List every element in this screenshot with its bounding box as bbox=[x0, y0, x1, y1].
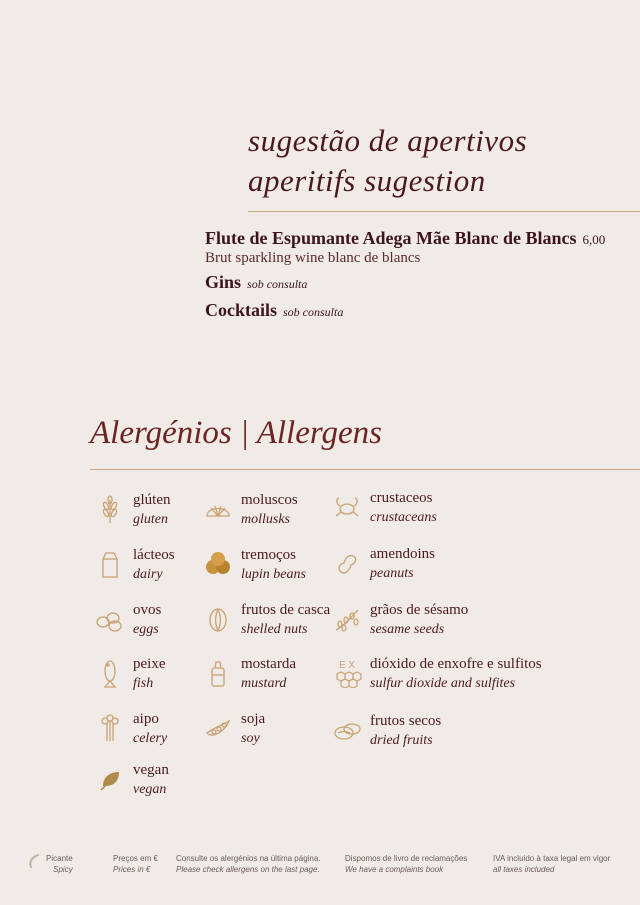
item-name: Cocktails bbox=[205, 300, 277, 320]
allergen-sesame bbox=[332, 600, 468, 640]
allergens-divider bbox=[90, 469, 640, 470]
allergen-vegan bbox=[95, 760, 169, 800]
allergen-label-en: sulfur dioxide and sulfites bbox=[370, 676, 516, 691]
allergen-label-pt: amendoins bbox=[370, 546, 435, 562]
allergen-label-pt: dióxido de enxofre e sulfitos bbox=[370, 656, 542, 672]
dried-fruit-icon bbox=[332, 711, 362, 749]
aperitif-item-cocktails bbox=[205, 300, 343, 321]
allergen-label-en: crustaceans bbox=[370, 510, 437, 525]
footer-spicy bbox=[28, 853, 73, 875]
allergen-lupin bbox=[203, 545, 306, 585]
milk-carton-icon bbox=[95, 545, 125, 583]
footer-prices bbox=[113, 853, 158, 875]
footer-spicy-pt: Picante bbox=[46, 854, 73, 863]
allergen-label-en: vegan bbox=[133, 782, 167, 797]
allergen-label-en: shelled nuts bbox=[241, 622, 308, 637]
peanut-icon bbox=[332, 544, 362, 582]
aperitif-item-sparkling bbox=[205, 228, 605, 249]
allergen-nuts bbox=[203, 600, 330, 640]
aperitifs-title-en: aperitifs sugestion bbox=[248, 163, 486, 198]
allergen-label-en: mollusks bbox=[241, 512, 290, 527]
allergen-label-pt: tremoços bbox=[241, 547, 296, 563]
item-note: sob consulta bbox=[283, 305, 344, 319]
aperitifs-title-pt: sugestão de apertivos bbox=[248, 123, 528, 158]
sulfite-icon bbox=[332, 654, 362, 692]
aperitifs-divider bbox=[248, 211, 640, 212]
allergen-label-en: sesame seeds bbox=[370, 622, 445, 637]
allergen-dairy bbox=[95, 545, 175, 585]
footer-prices-pt: Preços em € bbox=[113, 854, 158, 863]
wheat-icon bbox=[95, 490, 125, 528]
eggs-icon bbox=[95, 600, 125, 638]
lupin-icon bbox=[203, 545, 233, 583]
nut-icon bbox=[203, 600, 233, 638]
leaf-icon bbox=[95, 760, 125, 798]
shell-icon bbox=[203, 490, 233, 528]
allergen-label-pt: moluscos bbox=[241, 492, 298, 508]
allergen-sulfites bbox=[332, 654, 542, 694]
allergen-label-en: soy bbox=[241, 731, 260, 746]
allergen-peanuts bbox=[332, 544, 435, 584]
allergen-celery bbox=[95, 709, 167, 749]
allergen-label-pt: soja bbox=[241, 711, 266, 727]
footer-iva-pt: IVA incluido à taxa legal em vigor bbox=[493, 854, 611, 863]
footer-complaints-pt: Dispomos de livro de reclamações bbox=[345, 854, 468, 863]
allergen-mustard bbox=[203, 654, 296, 694]
soy-icon bbox=[203, 709, 233, 747]
item-price: 6,00 bbox=[582, 232, 606, 247]
allergen-label-pt: frutos secos bbox=[370, 713, 442, 729]
allergen-label-en: fish bbox=[133, 676, 154, 691]
footer-complaints-en: We have a complaints book bbox=[345, 865, 444, 874]
allergen-label-pt: mostarda bbox=[241, 656, 296, 672]
allergen-label-en: celery bbox=[133, 731, 168, 746]
footer-iva bbox=[493, 853, 610, 875]
allergen-label-pt: aipo bbox=[133, 711, 159, 727]
allergen-label-en: mustard bbox=[241, 676, 287, 691]
allergens-heading: Alergénios | Allergens bbox=[90, 415, 382, 451]
allergen-dried-fruits bbox=[332, 711, 441, 751]
allergen-crustaceans bbox=[332, 488, 437, 528]
allergen-gluten bbox=[95, 490, 171, 530]
footer-prices-en: Prices in € bbox=[113, 865, 151, 874]
allergen-label-pt: peixe bbox=[133, 656, 166, 672]
allergen-label-en: dairy bbox=[133, 567, 163, 582]
aperitif-item-sparkling-desc: Brut sparkling wine blanc de blancs bbox=[205, 250, 421, 266]
allergen-label-en: eggs bbox=[133, 622, 159, 637]
fish-icon bbox=[95, 654, 125, 692]
allergen-label-pt: ovos bbox=[133, 602, 162, 618]
aperitif-item-gins bbox=[205, 272, 307, 293]
allergen-label-pt: glúten bbox=[133, 492, 171, 508]
footer-allergens-note bbox=[176, 853, 321, 875]
footer-spicy-en: Spicy bbox=[53, 865, 73, 874]
allergen-label-pt: grãos de sésamo bbox=[370, 602, 469, 618]
allergen-mollusks bbox=[203, 490, 298, 530]
sesame-icon bbox=[332, 600, 362, 638]
allergen-label-pt: lácteos bbox=[133, 547, 175, 563]
allergen-label-pt: vegan bbox=[133, 762, 169, 778]
allergen-label-en: lupin beans bbox=[241, 567, 306, 582]
celery-icon bbox=[95, 709, 125, 747]
sulfite-icon-text: E X bbox=[338, 660, 356, 671]
allergen-eggs bbox=[95, 600, 161, 640]
item-name: Flute de Espumante Adega Mãe Blanc de Blancs bbox=[205, 228, 577, 248]
crab-icon bbox=[332, 488, 362, 526]
chili-icon bbox=[28, 853, 42, 872]
allergen-fish bbox=[95, 654, 165, 694]
allergen-label-pt: frutos de casca bbox=[241, 602, 331, 618]
footer-complaints bbox=[345, 853, 467, 875]
mustard-icon bbox=[203, 654, 233, 692]
item-note: sob consulta bbox=[247, 277, 308, 291]
footer-allergens-pt: Consulte os alergénios na última página. bbox=[176, 854, 321, 863]
footer-allergens-en: Please check allergens on the last page. bbox=[176, 865, 320, 874]
allergen-label-en: dried fruits bbox=[370, 733, 433, 748]
allergen-label-en: gluten bbox=[133, 512, 168, 527]
allergen-label-pt: crustaceos bbox=[370, 490, 433, 506]
item-name: Gins bbox=[205, 272, 242, 292]
allergen-label-en: peanuts bbox=[370, 566, 414, 581]
footer-iva-en: all taxes included bbox=[493, 865, 555, 874]
allergen-soy bbox=[203, 709, 265, 749]
